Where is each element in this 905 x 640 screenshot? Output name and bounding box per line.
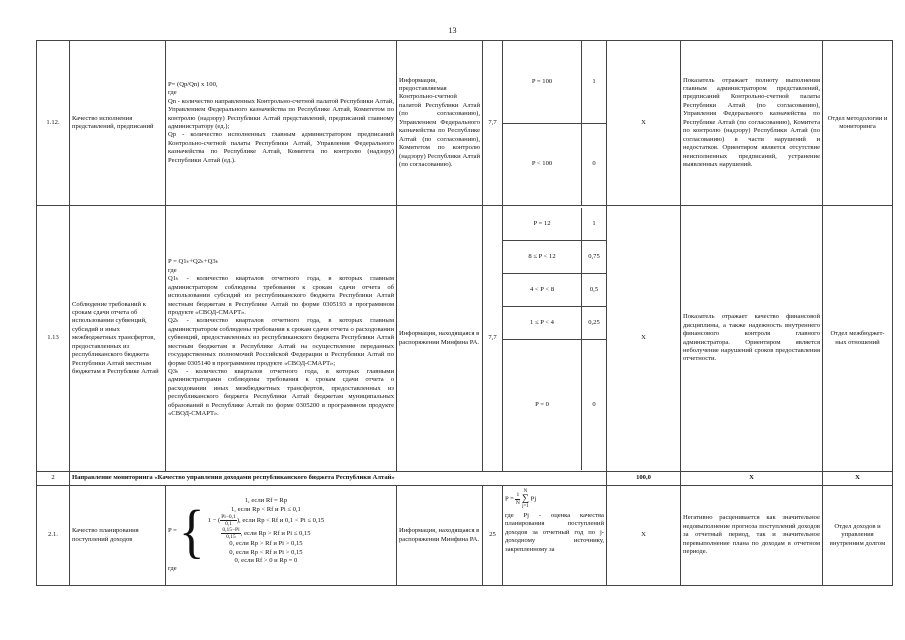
formula-line: Q3ₖ - количество кварталов отчетного года, в которых главными администраторами соблюдены требования к срокам сдачи отчета о расходовании иных межбюджетных трансфертов, предоставленных из республиканского бюджета Республики Алтай бюджетам муниципальных образований в Республике Алтай по форме 0305200 в программном продукте «СВОД-СМАРТ». bbox=[168, 368, 394, 418]
fraction-denominator: 0,15 bbox=[226, 534, 236, 541]
grade-score: 0 bbox=[582, 340, 607, 470]
sum-lower-limit: j=1 bbox=[522, 504, 529, 509]
brace-symbol: { bbox=[178, 498, 205, 565]
sum-symbol: N ∑ j=1 bbox=[521, 489, 529, 509]
grade-condition: P < 100 bbox=[531, 160, 553, 168]
grade-condition: P = 0 bbox=[535, 400, 549, 408]
formula-case-fraction bbox=[208, 514, 324, 527]
not-applicable-mark: X bbox=[607, 486, 681, 586]
grade-score: 0,75 bbox=[582, 241, 607, 274]
data-source: Информация, находящаяся в распоряжении Минфина РА. bbox=[397, 206, 483, 472]
data-source: Информация, находящаяся в распоряжении Минфина РА. bbox=[397, 486, 483, 586]
indicator-description: Негативно расценивается как значительное недовыполнение прогноза поступлений доходов за отчетный период, так и значительное перевыполнение плана по доходам в отчетном периоде. bbox=[681, 486, 823, 586]
formula-line: где bbox=[168, 89, 177, 97]
not-applicable-mark: X bbox=[607, 206, 681, 472]
fraction-numerator: 1 bbox=[516, 492, 520, 499]
grade-formula-text: где Pj - оценка качества планирования поступлений доходов за отчетный год по j-доходному источнику, закрепленному за bbox=[505, 512, 604, 553]
not-applicable-mark: X bbox=[823, 472, 893, 486]
indicator-weight: 25 bbox=[483, 486, 503, 586]
fraction bbox=[515, 492, 520, 505]
fraction-suffix: ) bbox=[236, 517, 240, 525]
formula-case: 0, если Rp < Rf и Pi > 0,15 bbox=[229, 548, 303, 556]
formula-line: где bbox=[168, 266, 177, 274]
fraction-numerator: Pi−0,1 bbox=[221, 513, 236, 520]
section-total-value: 100,0 bbox=[636, 474, 651, 482]
grade-condition: P = 12 bbox=[503, 208, 582, 241]
fraction-numerator: 0,15−Pi bbox=[222, 527, 240, 534]
grade-score: 0 bbox=[582, 123, 607, 205]
grade-condition: 8 ≤ P < 12 bbox=[503, 241, 582, 274]
fraction bbox=[220, 513, 240, 528]
section-title: Направление мониторинга «Качество управления доходами республиканского бюджета Республики Алтай» bbox=[70, 472, 607, 486]
formula-case-fraction bbox=[208, 527, 324, 540]
indicator-formula bbox=[166, 41, 397, 206]
grade-score: 1 bbox=[582, 41, 607, 123]
formula-line: Q1ₖ - количество кварталов отчетного года, в которых главным администратором соблюдены требования к срокам сдачи отчета об использовании субсидий из республиканского бюджета Республики Алтай местным бюджетам в Республике Алтай по форме 0305193 в программном продукте «СВОД-СМАРТ». bbox=[168, 275, 394, 316]
row-number: 1.12. bbox=[37, 41, 70, 206]
monitoring-table bbox=[36, 40, 893, 586]
grade-condition: 1 ≤ P < 4 bbox=[503, 307, 582, 340]
indicator-name: Качество планирования поступлений доходов bbox=[70, 486, 166, 586]
responsible-department: Отдел межбюджет-ных отношений bbox=[823, 206, 893, 472]
not-applicable-mark: X bbox=[681, 472, 823, 486]
formula-line: P= (Qp/Qn) x 100, bbox=[168, 80, 218, 88]
indicator-description: Показатель отражает полноту выполнения главным администратором представлений, предписаний Контрольно-счетной палаты Республики Алтай (по согласованию), Управления Федерального казначейства по Республике Алтай (по согласованию), Комитета по контролю (надзору) Республики Алтай (по согласованию) в части нарушений и недостатков. Ориентиром является отсутствие неисполненных предписаний, устранение выявленных нарушений. bbox=[681, 41, 823, 206]
piecewise-formula bbox=[168, 497, 394, 565]
formula-case: 1, если Rp < Rf и Pi ≤ 0,1 bbox=[230, 505, 301, 513]
row-number: 2.1. bbox=[37, 486, 70, 586]
grade-scale bbox=[503, 206, 607, 472]
indicator-formula bbox=[166, 486, 397, 586]
responsible-department: Отдел методологии и мониторинга bbox=[823, 41, 893, 206]
grade-formula-cell bbox=[503, 486, 607, 586]
formula-line: Qn - количество направленных Контрольно-счетной палатой Республики Алтай, Управлением Федерального казначейства по Республике Алтай, Комитетом по контролю (надзору) Республики Алтай представлений, предписаний главному администратору (ед.); bbox=[168, 97, 394, 130]
grade-score: 0,5 bbox=[582, 274, 607, 307]
table-row-2-1 bbox=[37, 486, 893, 586]
fraction-denominator: N bbox=[515, 499, 520, 506]
grade-formula-p: P = bbox=[505, 495, 514, 503]
formula-case: , если Rp < Rf и 0,1 < Pi ≤ 0,15 bbox=[239, 517, 325, 525]
formula-case: 0, если Rp > Rf и Pi > 0,15 bbox=[229, 540, 303, 548]
grade-table bbox=[503, 41, 606, 205]
formula-case: 0, если Rf > 0 и Rp = 0 bbox=[234, 557, 298, 565]
indicator-name: Качество исполнения представлений, предписаний bbox=[70, 41, 166, 206]
piecewise-cases bbox=[208, 497, 324, 565]
sum-upper-limit: N bbox=[523, 489, 528, 494]
row-number: 1.13 bbox=[37, 206, 70, 472]
grade-formula bbox=[505, 489, 604, 509]
fraction-denominator: 0,1 bbox=[225, 521, 232, 528]
not-applicable-mark: X bbox=[607, 41, 681, 206]
fraction bbox=[221, 527, 240, 540]
grade-formula-term: Pj bbox=[530, 495, 537, 503]
data-source: Информация, предоставляемая Контрольно-счетной палатой Республики Алтай (по согласованию), Управлением Федерального казначейства по Республике Алтай (по согласованию), Комитетом по контролю (надзору) Республики Алтай (по согласованию). bbox=[397, 41, 483, 206]
grade-condition: 4 < P < 8 bbox=[503, 274, 582, 307]
indicator-weight: 7,7 bbox=[483, 41, 503, 206]
table-row-section-2 bbox=[37, 472, 893, 486]
indicator-description: Показатель отражает качество финансовой дисциплины, а также надежность внутреннего финансового контроля главного администратора. Ориентиром является неболучение нарушений сроков предоставления отчетности. bbox=[681, 206, 823, 472]
formula-line: Qp - количество исполненных главным администратором предписаний Контрольно-счетной палаты Республики Алтай, Управления Федерального казначейства по Республике Алтай, Комитета по контролю (надзору) Республики Алтай (ед.). bbox=[168, 131, 394, 164]
indicator-formula bbox=[166, 206, 397, 472]
fraction-prefix: 1 − ( bbox=[207, 517, 221, 525]
grade-score: 0,25 bbox=[582, 307, 607, 340]
formula-case: , если Rp > Rf и Pi ≤ 0,15 bbox=[240, 530, 311, 538]
formula-where: где bbox=[168, 565, 177, 573]
formula-line: P = Q1ₖ+Q2ₖ+Q3ₖ bbox=[168, 258, 219, 266]
formula-p-label: P = bbox=[168, 527, 177, 535]
page-number: 13 bbox=[448, 26, 457, 35]
responsible-department: Отдел доходов и управления внутренним долгом bbox=[823, 486, 893, 586]
grade-condition: P = 100 bbox=[503, 41, 582, 123]
row-number: 2 bbox=[37, 472, 70, 486]
table-row-1-12 bbox=[37, 41, 893, 206]
grade-table bbox=[503, 208, 606, 470]
grade-scale bbox=[503, 41, 607, 206]
section-total bbox=[607, 472, 681, 486]
grade-score: 1 bbox=[582, 208, 607, 241]
table-row-1-13 bbox=[37, 206, 893, 472]
formula-line: Q2ₖ - количество кварталов отчетного года, в которых главным администратором соблюдены требования к срокам сдачи отчета о расходовании субвенций, предоставленных из республиканского бюджета Республики Алтай местным бюджетам в Республике Алтай на осуществление переданных государственных полномочий Российской Федерации и Республики Алтай по форме 0305140 в программном продукте «СВОД-СМАРТ»; bbox=[168, 317, 394, 367]
formula-case: 1, если Rf = Rp bbox=[244, 497, 288, 505]
indicator-name: Соблюдение требований к срокам сдачи отчета об использовании субвенций, субсидий и иных межбюджетных трансфертов, предоставленных из республиканского бюджета Республики Алтай местным бюджетам в Республике Алтай bbox=[70, 206, 166, 472]
indicator-weight: 7,7 bbox=[483, 206, 503, 472]
